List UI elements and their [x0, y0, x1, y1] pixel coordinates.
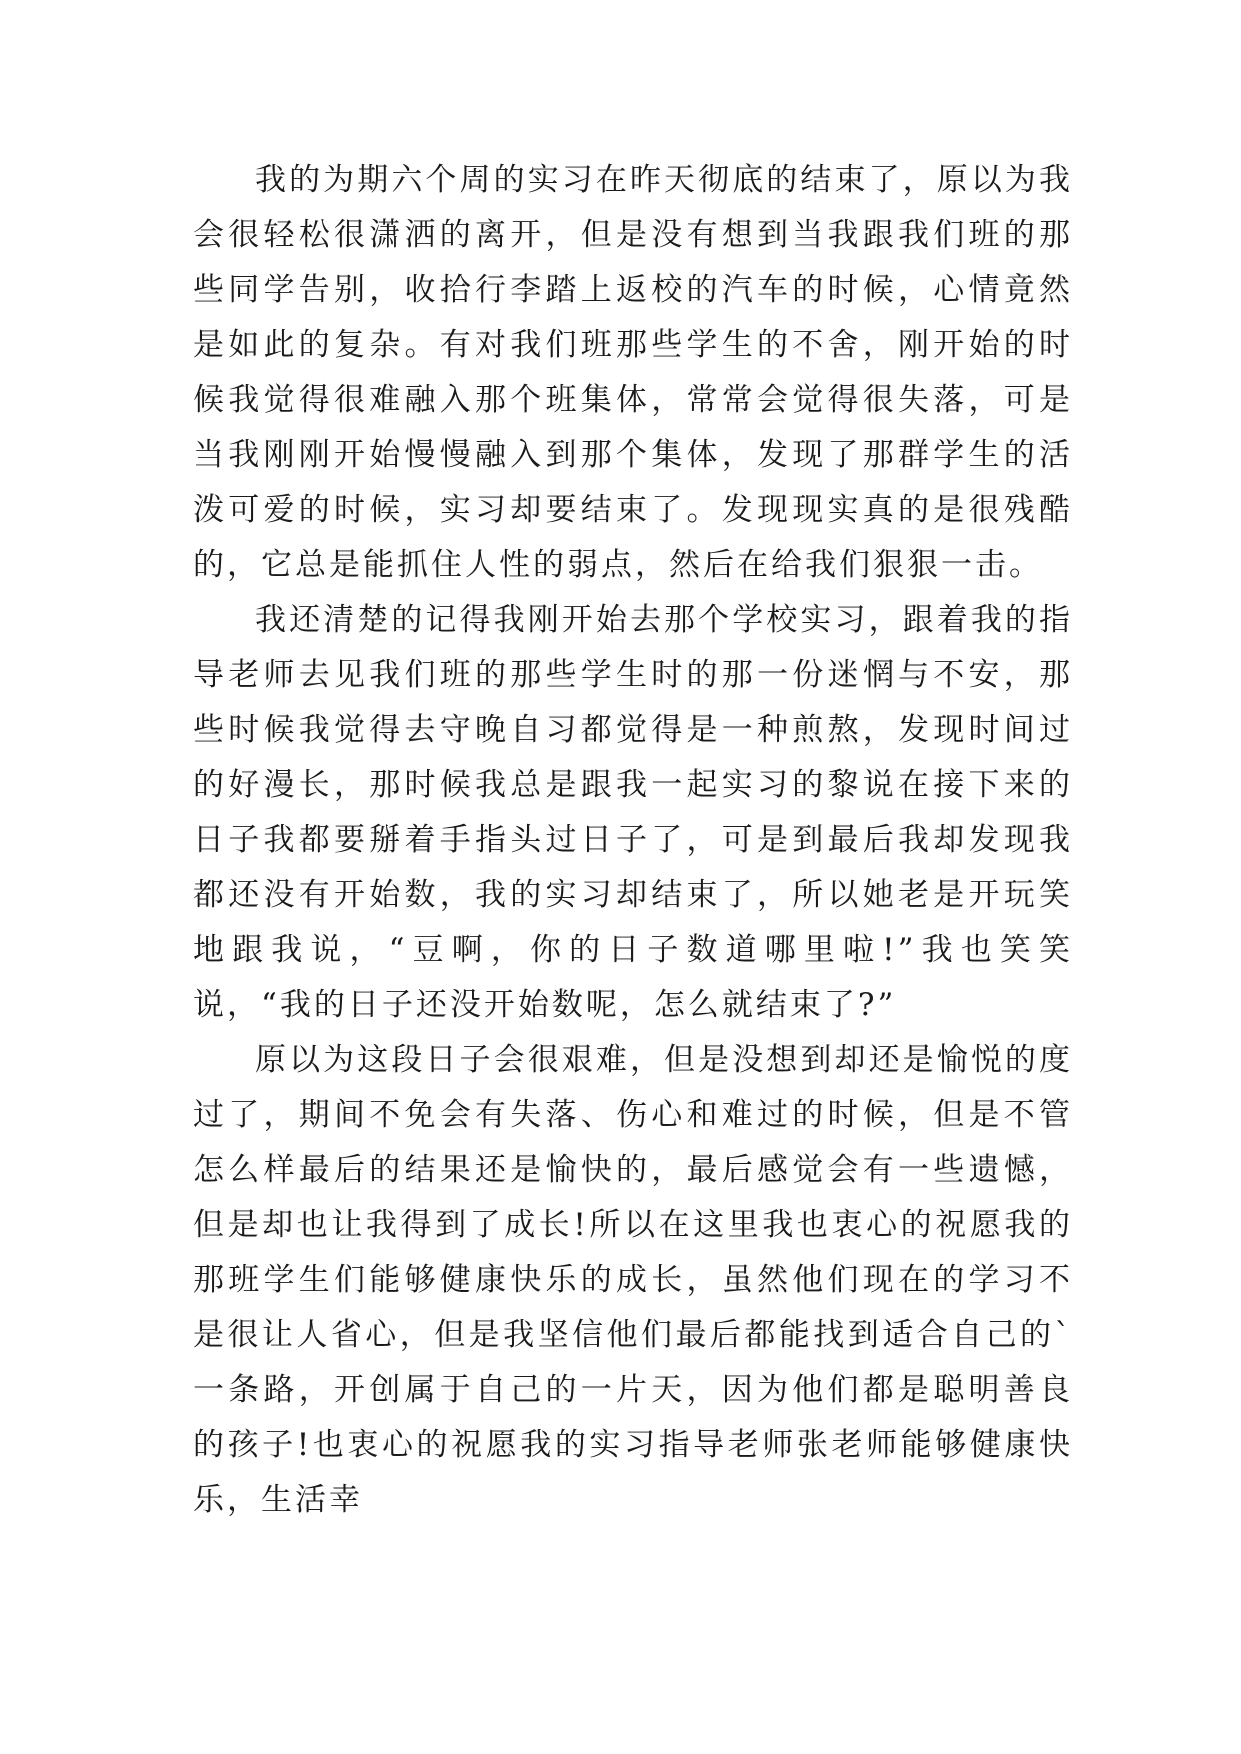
paragraph-3: 原以为这段日子会很艰难，但是没想到却还是愉悦的度过了，期间不免会有失落、伤心和难过的时候，但是不管怎么样最后的结果还是愉快的，最后感觉会有一些遗憾，但是却也让我得到了成长!所以在这里我也衷心的祝愿我的那班学生们能够健康快乐的成长，虽然他们现在的学习不是很让人省心，但是我坚信他们最后都能找到适合自己的`一条路，开创属于自己的一片天，因为他们都是聪明善良的孩子!也衷心的祝愿我的实习指导老师张老师能够健康快乐，生活幸: [193, 1042, 1073, 1518]
paragraph-1: 我的为期六个周的实习在昨天彻底的结束了，原以为我会很轻松很潇洒的离开，但是没有想到当我跟我们班的那些同学告别，收拾行李踏上返校的汽车的时候，心情竟然是如此的复杂。有对我们班那些学生的不舍，刚开始的时候我觉得很难融入那个班集体，常常会觉得很失落，可是当我刚刚开始慢慢融入到那个集体，发现了那群学生的活泼可爱的时候，实习却要结束了。发现现实真的是很残酷的，它总是能抓住人性的弱点，然后在给我们狠狠一击。: [193, 162, 1073, 583]
document-body: [193, 153, 1073, 1528]
paragraph-2: 我还清楚的记得我刚开始去那个学校实习，跟着我的指导老师去见我们班的那些学生时的那一份迷惘与不安，那些时候我觉得去守晚自习都觉得是一种煎熬，发现时间过的好漫长，那时候我总是跟我一起实习的黎说在接下来的日子我都要掰着手指头过日子了，可是到最后我却发现我都还没有开始数，我的实习却结束了，所以她老是开玩笑地跟我说，“豆啊，你的日子数道哪里啦!”我也笑笑说，“我的日子还没开始数呢，怎么就结束了?”: [193, 602, 1073, 1023]
